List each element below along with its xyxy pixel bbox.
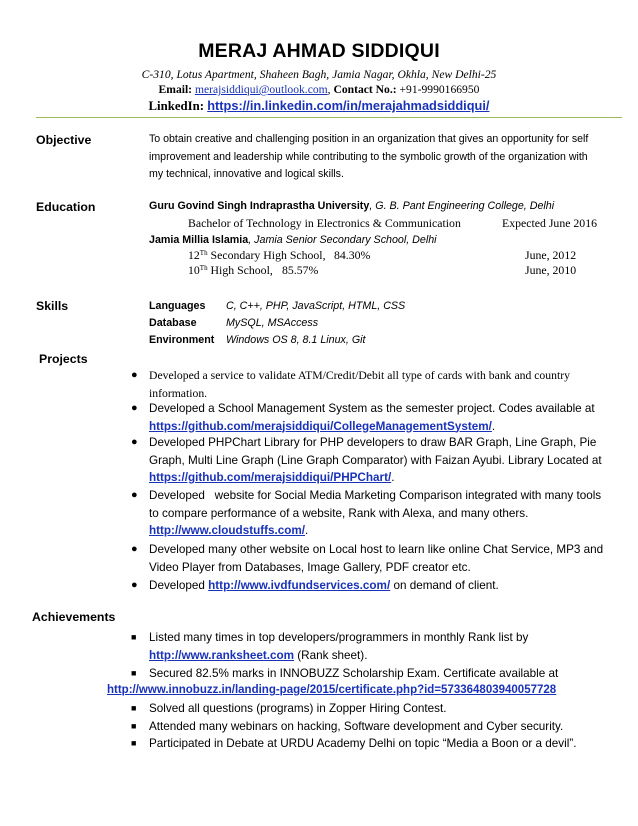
achievement-link[interactable]: http://www.ranksheet.com — [149, 648, 295, 662]
linkedin-line — [0, 98, 638, 114]
achievement-line: Secured 82.5% marks in INNOBUZZ Scholarship Exam. Certificate available at — [149, 667, 559, 680]
school-detail: , Jamia Senior Secondary School, Delhi — [248, 234, 437, 246]
square-bullet-icon: ■ — [131, 703, 137, 713]
degree-date: Expected June 2016 — [502, 216, 598, 230]
project-item — [131, 487, 619, 540]
email-link[interactable]: merajsiddiqui@outlook.com — [194, 83, 328, 96]
project-line: Video Player from Databases, Image Gallery, PDF creator etc. — [149, 560, 471, 574]
skill-value-database: MySQL, MSAccess — [226, 317, 319, 329]
class-label: Secondary High School, — [210, 248, 326, 262]
phone-number: +91-9990166950 — [399, 83, 480, 96]
achievement-line: Solved all questions (programs) in Zopper Hiring Contest. — [149, 702, 447, 715]
project-line: to compare performance of a website, Rank with Alexa, and many others. — [149, 506, 529, 520]
class-sup: Th — [199, 264, 208, 272]
period: . — [305, 524, 309, 537]
skill-label-languages: Languages — [149, 300, 206, 312]
linkedin-link[interactable]: https://in.linkedin.com/in/merajahmadsiddiqui/ — [207, 98, 490, 113]
achievement-line: Listed many times in top developers/programmers in monthly Rank list by — [149, 631, 529, 644]
square-bullet-icon: ■ — [131, 668, 137, 678]
resume-name: MERAJ AHMAD SIDDIQUI — [198, 40, 440, 62]
period: . — [491, 419, 496, 433]
achievement-item — [131, 700, 619, 718]
education-heading: Education — [36, 200, 96, 214]
college-detail: , G. B. Pant Engineering College, Delhi — [369, 200, 555, 212]
achievement-item — [131, 665, 619, 683]
degree-title: Bachelor of Technology in Electronics & Communication — [188, 216, 461, 230]
project-link[interactable]: http://www.ivdfundservices.com/ — [208, 579, 391, 592]
skill-value-languages: C, C++, PHP, JavaScript, HTML, CSS — [226, 300, 406, 312]
project-item — [131, 541, 619, 576]
square-bullet-icon: ■ — [131, 632, 137, 642]
objective-line: improvement and leadership while contributing to the symbolic growth of the organization with — [149, 150, 588, 163]
class-label: High School, — [210, 263, 273, 277]
bullet-icon: ● — [131, 543, 138, 555]
achievement-line: Participated in Debate at URDU Academy Delhi on topic “Media a Boon or a devil”. — [149, 737, 577, 750]
edu-row-10 — [188, 263, 273, 278]
header-divider — [36, 117, 622, 118]
project-line: Graph, Multi Line Graph (Line Graph Comparator) with Faizan Ayubi. Library Located at — [149, 453, 602, 467]
bullet-icon: ● — [131, 489, 138, 501]
edu-score-10: 85.57% — [282, 263, 319, 277]
school-name: Jamia Millia Islamia — [149, 234, 249, 246]
project-link[interactable]: https://github.com/merajsiddiqui/CollegeManagementSystem/ — [149, 419, 492, 433]
contact-label: Contact No.: — [333, 83, 397, 96]
achievement-link[interactable]: http://www.innobuzz.in/landing-page/2015/certificate.php?id=573364803940057728 — [107, 684, 557, 696]
achievement-item — [131, 718, 619, 736]
objective-line: my technical, innovative and logical skills. — [149, 168, 344, 180]
email-label: Email: — [158, 83, 193, 96]
skill-value-environment: Windows OS 8, 8.1 Linux, Git — [226, 334, 366, 346]
period: . — [391, 471, 395, 484]
edu-score-12: 84.30% — [334, 248, 371, 262]
skill-label-environment: Environment — [149, 334, 215, 346]
project-item — [131, 400, 619, 435]
edu-date-10: June, 2010 — [525, 263, 577, 277]
class-sup: Th — [199, 249, 208, 257]
bullet-icon: ● — [131, 579, 138, 591]
class-num: 10 — [188, 263, 200, 277]
bullet-icon: ● — [131, 402, 138, 414]
class-num: 12 — [188, 248, 200, 262]
project-item — [131, 434, 619, 487]
projects-heading: Projects — [39, 352, 88, 366]
project-text: Developed — [149, 579, 209, 592]
edu-row-12 — [188, 248, 326, 263]
college-line — [149, 200, 554, 212]
edu-date-12: June, 2012 — [525, 248, 577, 262]
objective-text — [149, 131, 619, 184]
square-bullet-icon: ■ — [131, 738, 137, 748]
project-line: Developed website for Social Media Marketing Comparison integrated with many tools — [149, 489, 602, 502]
project-item — [131, 367, 619, 402]
comma-sep: , — [327, 83, 334, 96]
project-line: Developed a service to validate ATM/Credit/Debit all type of cards with bank and country — [149, 369, 570, 382]
project-item — [131, 577, 619, 595]
square-bullet-icon: ■ — [131, 721, 137, 731]
achievement-item — [131, 629, 619, 664]
project-text: on demand of client. — [390, 579, 499, 592]
bullet-icon: ● — [131, 369, 138, 381]
skill-label-database: Database — [149, 317, 197, 329]
college-name: Guru Govind Singh Indraprastha University — [149, 200, 370, 212]
project-link[interactable]: http://www.cloudstuffs.com/ — [149, 524, 306, 537]
school-line — [149, 234, 437, 246]
project-line: Developed a School Management System as the semester project. Codes available at — [149, 402, 595, 415]
project-link[interactable]: https://github.com/merajsiddiqui/PHPChart/ — [149, 471, 392, 484]
project-line: Developed PHPChart Library for PHP developers to draw BAR Graph, Line Graph, Pie — [149, 436, 597, 449]
project-line: information. — [149, 386, 208, 400]
address-line: C-310, Lotus Apartment, Shaheen Bagh, Jamia Nagar, Okhla, New Delhi-25 — [141, 68, 497, 81]
bullet-icon: ● — [131, 436, 138, 448]
achievements-heading: Achievements — [32, 610, 116, 624]
objective-heading: Objective — [36, 133, 92, 147]
skills-heading: Skills — [36, 299, 69, 313]
achievement-item — [131, 735, 619, 753]
objective-line: To obtain creative and challenging position in an organization that gives an opportunity for self — [149, 133, 589, 145]
contact-line — [0, 83, 638, 96]
linkedin-label: LinkedIn: — [148, 99, 204, 113]
achievement-line: Attended many webinars on hacking, Software development and Cyber security. — [149, 720, 564, 733]
achievement-text: (Rank sheet). — [294, 648, 368, 662]
project-line: Developed many other website on Local host to learn like online Chat Service, MP3 and — [149, 543, 604, 556]
